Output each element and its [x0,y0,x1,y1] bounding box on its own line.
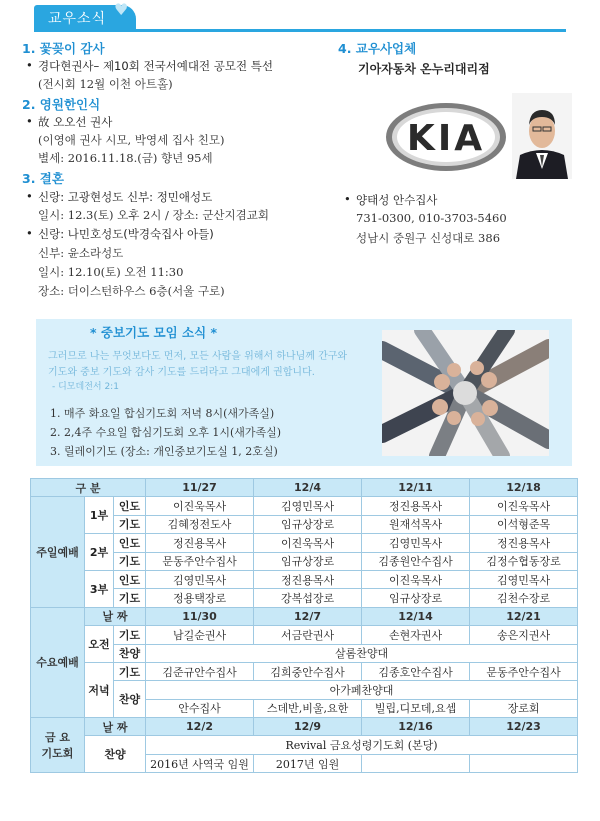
table-cell: 2017년 임원 [254,754,362,772]
owner-address: 성남시 중원구 신성대로 386 [356,231,501,245]
date-label: 날 짜 [85,718,146,736]
friday-label [31,718,85,773]
table-cell: 정진용목사 [254,570,362,588]
date-cell: 12/14 [362,607,470,625]
prayer-item-3: 3. 릴레이기도 (장소: 개인중보기도실 1, 2호실) [50,445,278,458]
role-label: 찬양 [114,681,146,718]
table-cell: 김영민목사 [362,534,470,552]
s3-a1: • 신랑: 고광현성도 신부: 정민애성도 [38,189,212,205]
friday-label-line2: 기도회 [41,747,74,761]
table-cell: 임규상장로 [254,515,362,533]
table-header-row [31,479,578,497]
role-label: 기도 [114,515,146,533]
table-cell: 강복섭장로 [254,589,362,607]
table-row [31,534,578,552]
table-cell: 김영민목사 [254,497,362,515]
date-cell: 12/11 [362,479,470,497]
table-cell: 아가페찬양대 [146,681,578,699]
table-cell: 김종호안수집사 [362,662,470,680]
table-cell [470,754,578,772]
header-rule [34,29,566,32]
date-cell: 11/30 [146,607,254,625]
table-cell: 김영민목사 [146,570,254,588]
table-cell: 김정수협동장로 [470,552,578,570]
table-row [31,552,578,570]
kia-logo-text: KIA [406,118,486,159]
friday-label-line1: 금 요 [44,731,71,745]
verse-line1: 그러므로 나는 무엇보다도 먼저, 모든 사람을 위해서 하나님께 간구와 [48,351,348,362]
s1-line2: (전시회 12월 이천 아트홀) [38,77,173,91]
table-cell: 서금란권사 [254,626,362,644]
table-row [31,626,578,644]
table-cell: 김희중안수집사 [254,662,362,680]
joined-hands-photo [382,330,549,456]
date-cell: 11/27 [146,479,254,497]
table-cell: 김준규안수집사 [146,662,254,680]
table-cell: 원재석목사 [362,515,470,533]
schedule-table [30,478,578,773]
service-label: 오전 [85,626,114,663]
verse-line2: 기도와 중보 기도와 감사 기도를 드리라고 그대에게 권합니다. [48,367,315,378]
table-cell: 살롬찬양대 [146,644,578,662]
table-row [31,497,578,515]
portrait-photo [512,93,572,179]
table-cell: 임규상장로 [362,589,470,607]
verse-reference: - 디모데전서 2:1 [52,382,119,392]
service-label: 2부 [85,534,114,571]
table-cell: 스데반,비울,요한 [254,699,362,717]
table-cell: 문동주안수집사 [470,662,578,680]
table-row [31,515,578,533]
table-row [31,607,578,625]
company-name: 기아자동차 온누리대리점 [358,62,490,76]
s3-a2: 일시: 12.3(토) 오후 2시 / 장소: 군산지겸교회 [38,208,269,222]
section-3-title: 3. 결혼 [22,171,64,186]
heart-icon: ♥ [114,0,129,19]
role-label: 기도 [114,626,146,644]
date-cell: 12/23 [470,718,578,736]
table-cell: 이진욱목사 [470,497,578,515]
role-label: 기도 [114,552,146,570]
s2-line1: • 故 오오선 권사 [38,114,112,130]
tab-title: 교우소식 [48,11,107,27]
s3-b1: • 신랑: 나민호성도(박경숙집사 아들) [38,226,214,242]
table-cell: 정진용목사 [362,497,470,515]
role-label: 기도 [114,662,146,680]
section-4-title: 4. 교우사업체 [338,41,417,56]
date-cell: 12/9 [254,718,362,736]
table-cell: 김종원안수집사 [362,552,470,570]
s1-line1: • 경다현권사– 제10회 전국서예대전 공모전 특선 [38,58,273,74]
table-cell: 남길순권사 [146,626,254,644]
date-label: 날 짜 [85,607,146,625]
service-label: 3부 [85,570,114,607]
table-row [31,589,578,607]
table-cell: 임규상장로 [254,552,362,570]
table-row [31,718,578,736]
s2-line2: (이영애 권사 시모, 박영세 집사 친모) [38,133,225,147]
role-label: 기도 [114,589,146,607]
date-cell: 12/7 [254,607,362,625]
table-cell: 정진용목사 [470,534,578,552]
table-cell: 빌립,디모데,요셉 [362,699,470,717]
role-label: 찬양 [85,736,146,773]
role-label: 인도 [114,570,146,588]
header-label: 구 분 [31,479,146,497]
table-cell: 송은지권사 [470,626,578,644]
table-cell: 2016년 사역국 임원 [146,754,254,772]
table-cell: 정용택장로 [146,589,254,607]
date-cell: 12/16 [362,718,470,736]
sunday-label: 주일예배 [31,497,85,607]
section-2-title: 2. 영원한인식 [22,97,101,112]
table-cell: 문동주안수집사 [146,552,254,570]
table-cell: 이석형준목 [470,515,578,533]
table-row [31,736,578,754]
service-label: 저녁 [85,662,114,717]
table-cell: 이진욱목사 [362,570,470,588]
table-cell: Revival 금요성령기도회 (본당) [146,736,578,754]
table-cell: 이진욱목사 [146,497,254,515]
table-cell: 김영민목사 [470,570,578,588]
table-cell: 장로회 [470,699,578,717]
date-cell: 12/2 [146,718,254,736]
table-row [31,570,578,588]
table-cell: 이진욱목사 [254,534,362,552]
prayer-title: * 중보기도 모임 소식 * [90,325,218,340]
s3-b2: 신부: 윤소라성도 [38,246,124,260]
s3-b3: 일시: 12.10(토) 오전 11:30 [38,265,184,279]
table-row [31,681,578,699]
table-cell: 안수집사 [146,699,254,717]
table-row [31,644,578,662]
date-cell: 12/21 [470,607,578,625]
service-label: 1부 [85,497,114,534]
table-cell: 김혜정전도사 [146,515,254,533]
date-cell: 12/18 [470,479,578,497]
date-cell: 12/4 [254,479,362,497]
owner-name: • 양태성 안수집사 [356,192,437,208]
role-label: 인도 [114,497,146,515]
prayer-item-1: 1. 매주 화요일 합심기도회 저녁 8시(새가족실) [50,407,275,420]
owner-phone: 731-0300, 010-3703-5460 [356,211,507,225]
table-cell: 정진용목사 [146,534,254,552]
table-cell: 손현자권사 [362,626,470,644]
prayer-item-2: 2. 2,4주 수요일 합심기도회 오후 1시(새가족실) [50,426,282,439]
role-label: 인도 [114,534,146,552]
wednesday-label: 수요예배 [31,607,85,717]
table-cell: 김천수장로 [470,589,578,607]
section-1-title: 1. 꽃꽂이 감사 [22,41,105,56]
s3-b4: 장소: 더이스턴하우스 6층(서울 구로) [38,284,225,298]
table-row [31,662,578,680]
kia-logo [382,94,510,180]
table-cell [362,754,470,772]
role-label: 찬양 [114,644,146,662]
s2-line3: 별세: 2016.11.18.(금) 향년 95세 [38,151,213,165]
